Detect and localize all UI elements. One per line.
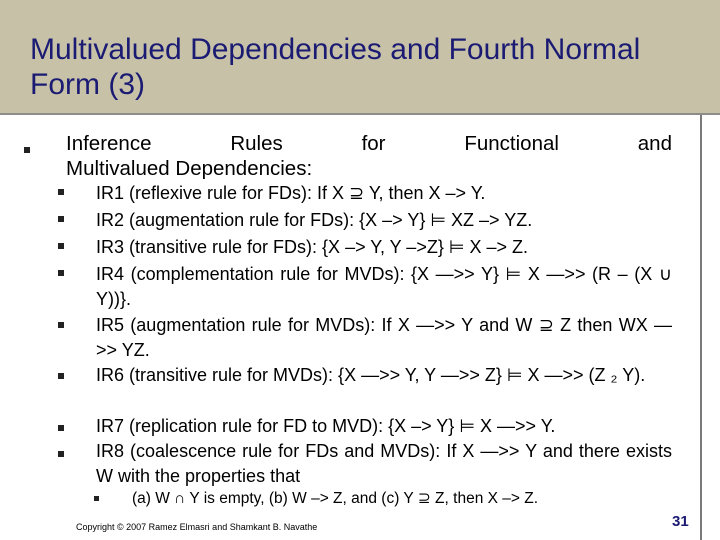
bullet-icon — [58, 189, 64, 195]
heading-line-2: Multivalued Dependencies: — [66, 157, 313, 180]
title-divider — [0, 113, 720, 115]
rule-ir8: IR8 (coalescence rule for FDs and MVDs): If X —>> Y and there exists W with the properties that — [96, 441, 672, 486]
bullet-icon — [58, 270, 64, 276]
rule-ir3: IR3 (transitive rule for FDs): {X –> Y, Y –>Z} ⊨ X –> Z. — [96, 237, 529, 257]
rule-ir7: IR7 (replication rule for FD to MVD): {X –> Y} ⊨ X —>> Y. — [96, 416, 556, 436]
rule-ir2: IR2 (augmentation rule for FDs): {X –> Y} ⊨ XZ –> YZ. — [96, 210, 533, 230]
slide-title: Multivalued Dependencies and Fourth Normal Form (3) — [30, 33, 641, 101]
right-vertical-rule — [700, 115, 702, 540]
rule-ir8-condition: (a) W ∩ Y is empty, (b) W –> Z, and (c) Y ⊇ Z, then X –> Z. — [132, 490, 539, 507]
page-number: 31 — [672, 513, 689, 530]
rule-ir5: IR5 (augmentation rule for MVDs): If X —>> Y and W ⊇ Z then WX —>> YZ. — [96, 315, 672, 360]
heading-line-1: Inference Rules for Functional and — [66, 132, 672, 155]
bullet-icon — [58, 322, 64, 328]
heading-text — [66, 131, 672, 181]
bullet-icon — [24, 147, 30, 153]
bullet-icon — [58, 425, 64, 431]
rule-ir1: IR1 (reflexive rule for FDs): If X ⊇ Y, then X –> Y. — [96, 183, 486, 203]
bullet-icon — [94, 496, 99, 501]
copyright-footer: Copyright © 2007 Ramez Elmasri and Shamkant B. Navathe — [76, 522, 318, 532]
bullet-icon — [58, 216, 64, 222]
bullet-icon — [58, 373, 64, 379]
bullet-icon — [58, 451, 64, 457]
bullet-icon — [58, 243, 64, 249]
rule-ir4: IR4 (complementation rule for MVDs): {X —>> Y} ⊨ X —>> (R – (X ∪ Y))}. — [96, 264, 672, 309]
rule-ir6: IR6 (transitive rule for MVDs): {X —>> Y, Y —>> Z} ⊨ X —>> (Z ₂ Y). — [96, 365, 646, 385]
